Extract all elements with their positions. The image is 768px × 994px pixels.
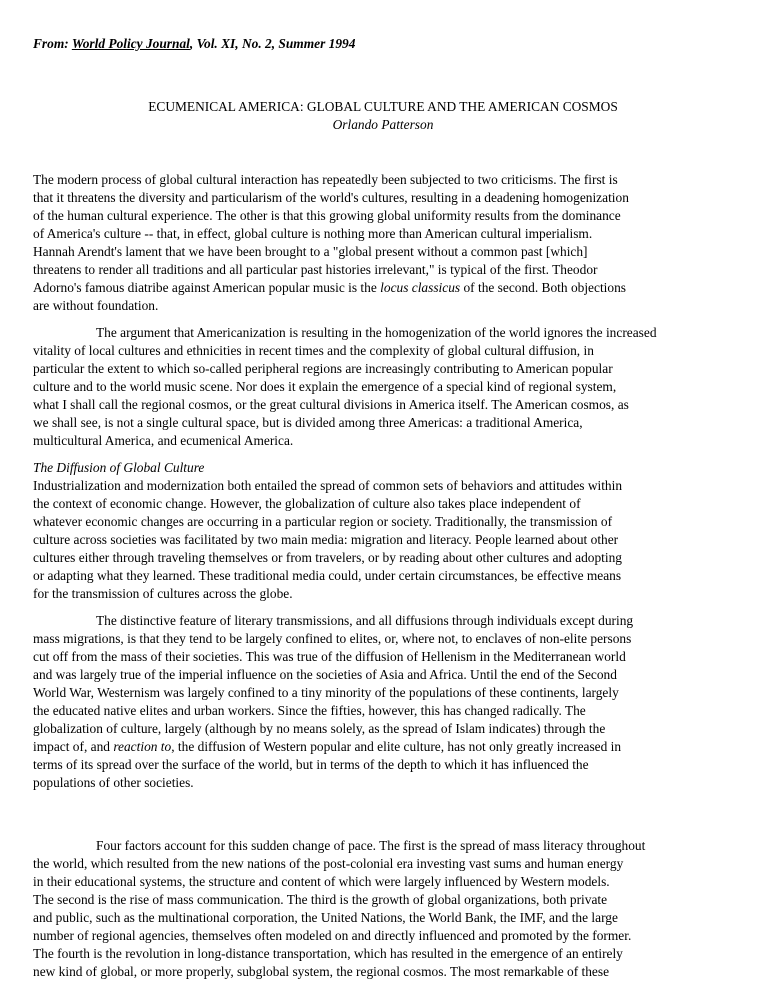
paragraph-5: [33, 837, 733, 981]
paragraph-line: The modern process of global cultural interaction has repeatedly been subjected to two criticisms. The first is: [33, 172, 618, 187]
paragraph-line: we shall see, is not a single cultural space, but is divided among three Americas: a traditional America,: [33, 415, 583, 430]
text-run: of the second. Both objections: [460, 280, 626, 295]
paragraph-line: vitality of local cultures and ethnicities in recent times and the complexity of global cultural diffusion, in: [33, 343, 594, 358]
italic-term: locus classicus: [380, 280, 461, 295]
paragraph-line: threatens to render all traditions and all particular past histories irrelevant," is typical of the first. Theodor: [33, 262, 598, 277]
paragraph-line: or adapting what they learned. These traditional media could, under certain circumstances, be effective means: [33, 568, 622, 583]
paragraph-line: whatever economic changes are occurring in a particular region or society. Traditionally, the transmission of: [33, 514, 613, 529]
paragraph-line: the world, which resulted from the new nations of the post-colonial era investing vast sums and human energy: [33, 856, 624, 871]
source-citation: [33, 35, 733, 53]
source-details: , Vol. XI, No. 2, Summer 1994: [189, 36, 356, 51]
paragraph-line: of America's culture -- that, in effect, global culture is nothing more than American cultural imperialism.: [33, 226, 593, 241]
text-run: , the diffusion of Western popular and elite culture, has not only greatly increased in: [171, 739, 622, 754]
paragraph-line: multicultural America, and ecumenical America.: [33, 433, 294, 448]
paragraph-line: and was largely true of the imperial influence on the societies of Asia and Africa. Until the end of the Second: [33, 667, 617, 682]
paragraph-line: number of regional agencies, themselves often modeled on and directly influenced and promoted by the former.: [33, 928, 632, 943]
paragraph-line: [33, 279, 733, 297]
paragraph-line: and public, such as the multinational corporation, the United Nations, the World Bank, the IMF, and the large: [33, 910, 618, 925]
source-prefix: From:: [33, 36, 72, 51]
journal-name: World Policy Journal: [71, 36, 190, 51]
text-run: impact of, and: [33, 739, 114, 754]
paragraph-3: [33, 477, 733, 603]
paragraph-line: the educated native elites and urban workers. Since the fifties, however, this has changed radically. The: [33, 703, 586, 718]
paragraph-line: The second is the rise of mass communication. The third is the growth of global organizations, both private: [33, 892, 608, 907]
paragraph-line: populations of other societies.: [33, 775, 194, 790]
paragraph-line: globalization of culture, largely (although by no means solely, as the spread of Islam indicates) through the: [33, 721, 606, 736]
paragraph-line: The distinctive feature of literary transmissions, and all diffusions through individuals except during: [96, 613, 634, 628]
paragraph-line: The fourth is the revolution in long-distance transportation, which has resulted in the emergence of an entirely: [33, 946, 623, 961]
paragraph-line: are without foundation.: [33, 298, 159, 313]
paragraph-line: cultures either through traveling themselves or from travelers, or by reading about other cultures and adopting: [33, 550, 623, 565]
italic-term: reaction to: [113, 739, 172, 754]
paragraph-4: [33, 612, 733, 792]
paragraph-line: mass migrations, is that they tend to be largely confined to elites, or, where not, to enclaves of non-elite persons: [33, 631, 632, 646]
paragraph-line: Four factors account for this sudden change of pace. The first is the spread of mass literacy throughout: [96, 838, 646, 853]
article-title: ECUMENICAL AMERICA: GLOBAL CULTURE AND THE AMERICAN COSMOS: [148, 99, 618, 114]
section-heading: The Diffusion of Global Culture: [33, 460, 205, 475]
paragraph-line: culture and to the world music scene. Nor does it explain the emergence of a special kind of regional system,: [33, 379, 617, 394]
paragraph-line: terms of its spread over the surface of the world, but in terms of the depth to which it has influenced the: [33, 757, 589, 772]
text-run: Adorno's famous diatribe against American popular music is the: [33, 280, 381, 295]
paragraph-line: [33, 738, 733, 756]
paragraph-line: what I shall call the regional cosmos, or the great cultural divisions in America itself. The American cosmos, as: [33, 397, 629, 412]
paragraph-line: in their educational systems, the structure and content of which were largely influenced by Western models.: [33, 874, 610, 889]
paragraph-line: that it threatens the diversity and particularism of the world's cultures, resulting in a deadening homogenization: [33, 190, 629, 205]
paragraph-line: new kind of global, or more properly, subglobal system, the regional cosmos. The most remarkable of these: [33, 964, 610, 979]
paragraph-line: of the human cultural experience. The other is that this growing global uniformity results from the dominance: [33, 208, 621, 223]
paragraph-line: the context of economic change. However, the globalization of culture also takes place independent of: [33, 496, 581, 511]
paragraph-1: [33, 171, 733, 315]
article-author: Orlando Patterson: [332, 117, 434, 132]
paragraph-2: [33, 324, 733, 450]
paragraph-line: World War, Westernism was largely confined to a tiny minority of the populations of these continents, largely: [33, 685, 619, 700]
paragraph-line: culture across societies was facilitated by two main media: migration and literacy. People learned about other: [33, 532, 619, 547]
paragraph-line: Hannah Arendt's lament that we have been brought to a "global present without a common past [which]: [33, 244, 588, 259]
paragraph-line: Industrialization and modernization both entailed the spread of common sets of behaviors and attitudes within: [33, 478, 623, 493]
paragraph-line: cut off from the mass of their societies. This was true of the diffusion of Hellenism in the Mediterranean world: [33, 649, 626, 664]
paragraph-line: The argument that Americanization is resulting in the homogenization of the world ignores the increased: [96, 325, 657, 340]
paragraph-line: for the transmission of cultures across the globe.: [33, 586, 293, 601]
paragraph-line: particular the extent to which so-called peripheral regions are increasingly contributing to American popular: [33, 361, 613, 376]
